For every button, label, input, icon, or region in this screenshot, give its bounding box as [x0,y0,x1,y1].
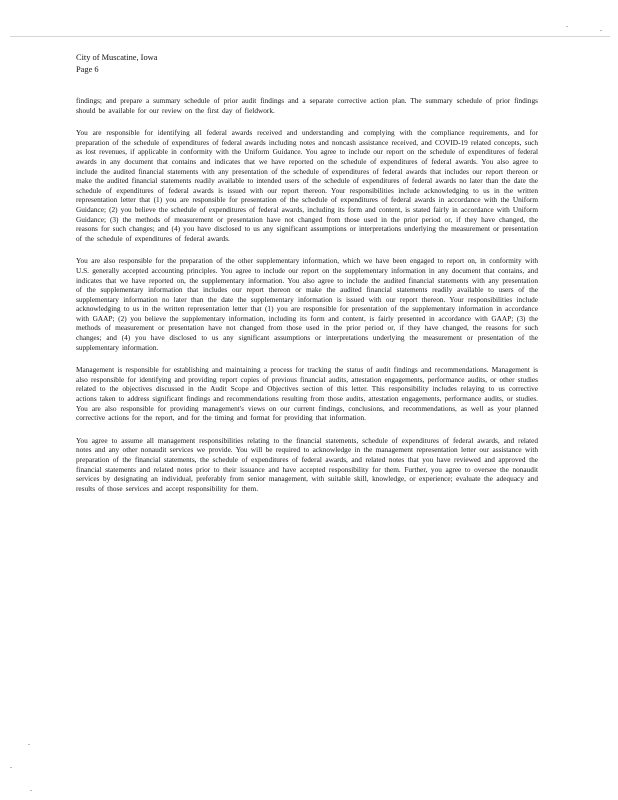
page-number: Page 6 [76,65,99,74]
paragraph-federal-awards: You are responsible for identifying all federal awards received and understanding and complying with the compliance requirements, and for preparation of the schedule of expenditures of federal awards including notes and noncash assistance received, and COVID-19 related concepts, such as lost revenues, if applicable in conformity with the Uniform Guidance. You agree to include our report on the schedule of expenditures of federal awards in any document that contains and indicates that we have reported on the schedule of expenditures of federal awards. You also agree to include the audited financial statements with any presentation of the schedule of expenditures of federal awards that includes our report thereon or make the audited financial statements readily available to intended users of the schedule of expenditures of federal awards no later than the date the schedule of expenditures of federal awards is issued with our report thereon. Your responsibilities include acknowledging to us in the written representation letter that (1) you are responsible for presentation of the schedule of expenditures of federal awards in accordance with the Uniform Guidance; (2) you believe the schedule of expenditures of federal awards, including its form and content, is stated fairly in accordance with Uniform Guidance; (3) the methods of measurement or presentation have not changed from those used in the prior period or, if they have changed, the reasons for such changes; and (4) you have disclosed to us any significant assumptions or interpretations underlying the measurement or presentation of the schedule of expenditures of federal awards. [76,128,538,243]
paragraph-management-responsibilities: You agree to assume all management responsibilities relating to the financial statements, schedule of expenditures of federal awards, and related notes and any other nonaudit services we provide. You will be required to acknowledge in the management representation letter our assistance with preparation of the financial statements, the schedule of expenditures of federal awards, and related notes that you have reviewed and approved the financial statements and related notes prior to their issuance and have accepted responsibility for them. Further, you agree to oversee the nonaudit services by designating an individual, preferably from senior management, with suitable skill, knowledge, or experience; evaluate the adequacy and results of those services and accept responsibility for them. [76,435,538,493]
letter-body [76,96,538,506]
scan-speck [30,790,32,791]
top-divider [10,36,610,37]
paragraph-audit-findings-tracking: Management is responsible for establishing and maintaining a process for tracking the status of audit findings and recommendations. Management is also responsible for identifying and providing report copies of previous financial audits, attestation engagements, performance audits, or other studies related to the objectives discussed in the Audit Scope and Objectives section of this letter. This responsibility includes relaying to us corrective actions taken to address significant findings and recommendations resulting from those audits, attestation engagements, performance audits, or studies. You are also responsible for providing management's views on our current findings, conclusions, and recommendations, as well as your planned corrective actions for the report, and for the timing and format for providing that information. [76,365,538,423]
paragraph-supplementary-information: You are also responsible for the preparation of the other supplementary information, which we have been engaged to report on, in conformity with U.S. generally accepted accounting principles. You agree to include our report on the supplementary information in any document that contains, and indicates that we have reported on, the supplementary information. You also agree to include the audited financial statements with any presentation of the supplementary information that includes our report thereon or make the audited financial statements readily available to users of the supplementary information no later than the date the supplementary information is issued with our report thereon. Your responsibilities include acknowledging to us in the written representation letter that (1) you are responsible for presentation of the supplementary information in accordance with GAAP; (2) you believe the supplementary information, including its form and content, is fairly presented in accordance with GAAP; (3) the methods of measurement or presentation have not changed from those used in the prior period or, if they have changed, the reasons for such changes; and (4) you have disclosed to us any significant assumptions or interpretations underlying the measurement or presentation of the supplementary information. [76,256,538,352]
city-name: City of Muscatine, Iowa [76,53,158,62]
paragraph-prior-findings: findings; and prepare a summary schedule of prior audit findings and a separate corrective action plan. The summary schedule of prior findings should be available for our review on the first day of fieldwork. [76,96,538,115]
scan-speck [566,26,568,27]
letter-header [76,52,157,76]
scan-speck [600,30,602,31]
scan-speck [28,744,30,745]
scan-speck [10,767,12,768]
